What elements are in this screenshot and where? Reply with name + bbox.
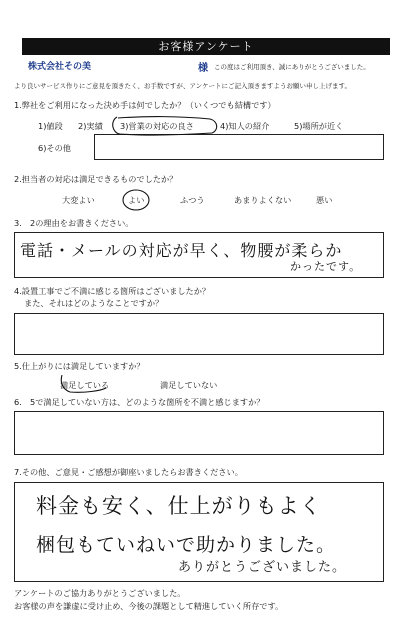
q5-option-satisfied[interactable]: 満足している	[60, 380, 110, 390]
q1-other-field[interactable]	[94, 134, 384, 160]
q3-answer-line-1: 電話・メールの対応が早く、物腰が柔らか	[20, 241, 343, 260]
q1-option-referral[interactable]: 4)知人の紹介	[220, 121, 270, 131]
q1-option-nearby[interactable]: 5)場所が近く	[294, 121, 344, 131]
q3-answer-line-2: かったです。	[290, 260, 362, 273]
q5-option-not-satisfied[interactable]: 満足していない	[160, 380, 218, 390]
survey-title-bar: お客様アンケート	[22, 38, 390, 55]
footer-thanks: アンケートのご協力ありがとうございました。	[14, 588, 186, 598]
q1-option-track-record[interactable]: 2)実績	[78, 121, 103, 131]
company-name: 株式会社その美	[28, 62, 92, 72]
q2-option-good[interactable]: よい	[128, 195, 145, 205]
q4-answer-field[interactable]	[14, 313, 384, 355]
q2-option-bad[interactable]: 悪い	[316, 195, 333, 205]
question-6: 6. 5で満足していない方は、どのような箇所を不満と感じますか？	[14, 397, 265, 407]
intro-text: より良いサービス作りにご意見を頂きたく、お手数ですが、アンケートにご記入頂きますようお願い申し上げます。	[14, 82, 351, 90]
question-5: 5.仕上がりには満足していますか？	[14, 361, 145, 371]
q1-option-price[interactable]: 1)値段	[38, 121, 63, 131]
footer-commitment: お客様の声を謙虚に受け止め、今後の課題として精進していく所存です。	[14, 601, 284, 611]
q6-answer-field[interactable]	[14, 411, 384, 455]
question-3: 3. 2の理由をお書きください。	[14, 218, 134, 228]
q2-option-not-good[interactable]: あまりよくない	[234, 195, 292, 205]
question-1: 1.弊社をご利用になった決め手は何でしたか？（いくつでも結構です）	[14, 100, 276, 110]
q7-answer-line-1: 料金も安く、仕上がりもよく	[36, 494, 322, 518]
q1-option-sales-service[interactable]: 3)営業の対応の良さ	[120, 121, 194, 131]
question-2: 2.担当者の対応は満足できるものでしたか？	[14, 174, 178, 184]
customer-honorific: 様	[198, 63, 208, 74]
q1-option-other-label: 6)その他	[38, 143, 71, 153]
thanks-message: この度はご利用頂き、誠にありがとうございました。	[214, 63, 370, 71]
q7-answer-line-3: ありがとうございました。	[178, 560, 347, 575]
question-7: 7.その他、ご意見・ご感想が御座いましたらお書きください。	[14, 467, 243, 477]
question-4-line-2: また、それはどのようなことですか？	[24, 298, 164, 308]
q2-option-average[interactable]: ふつう	[180, 195, 205, 205]
q2-option-very-good[interactable]: 大変よい	[62, 195, 95, 205]
q7-answer-line-2: 梱包もていねいで助かりました。	[36, 534, 337, 556]
question-4-line-1: 4.設置工事でご不満に感じる箇所はございましたか？	[14, 286, 211, 296]
